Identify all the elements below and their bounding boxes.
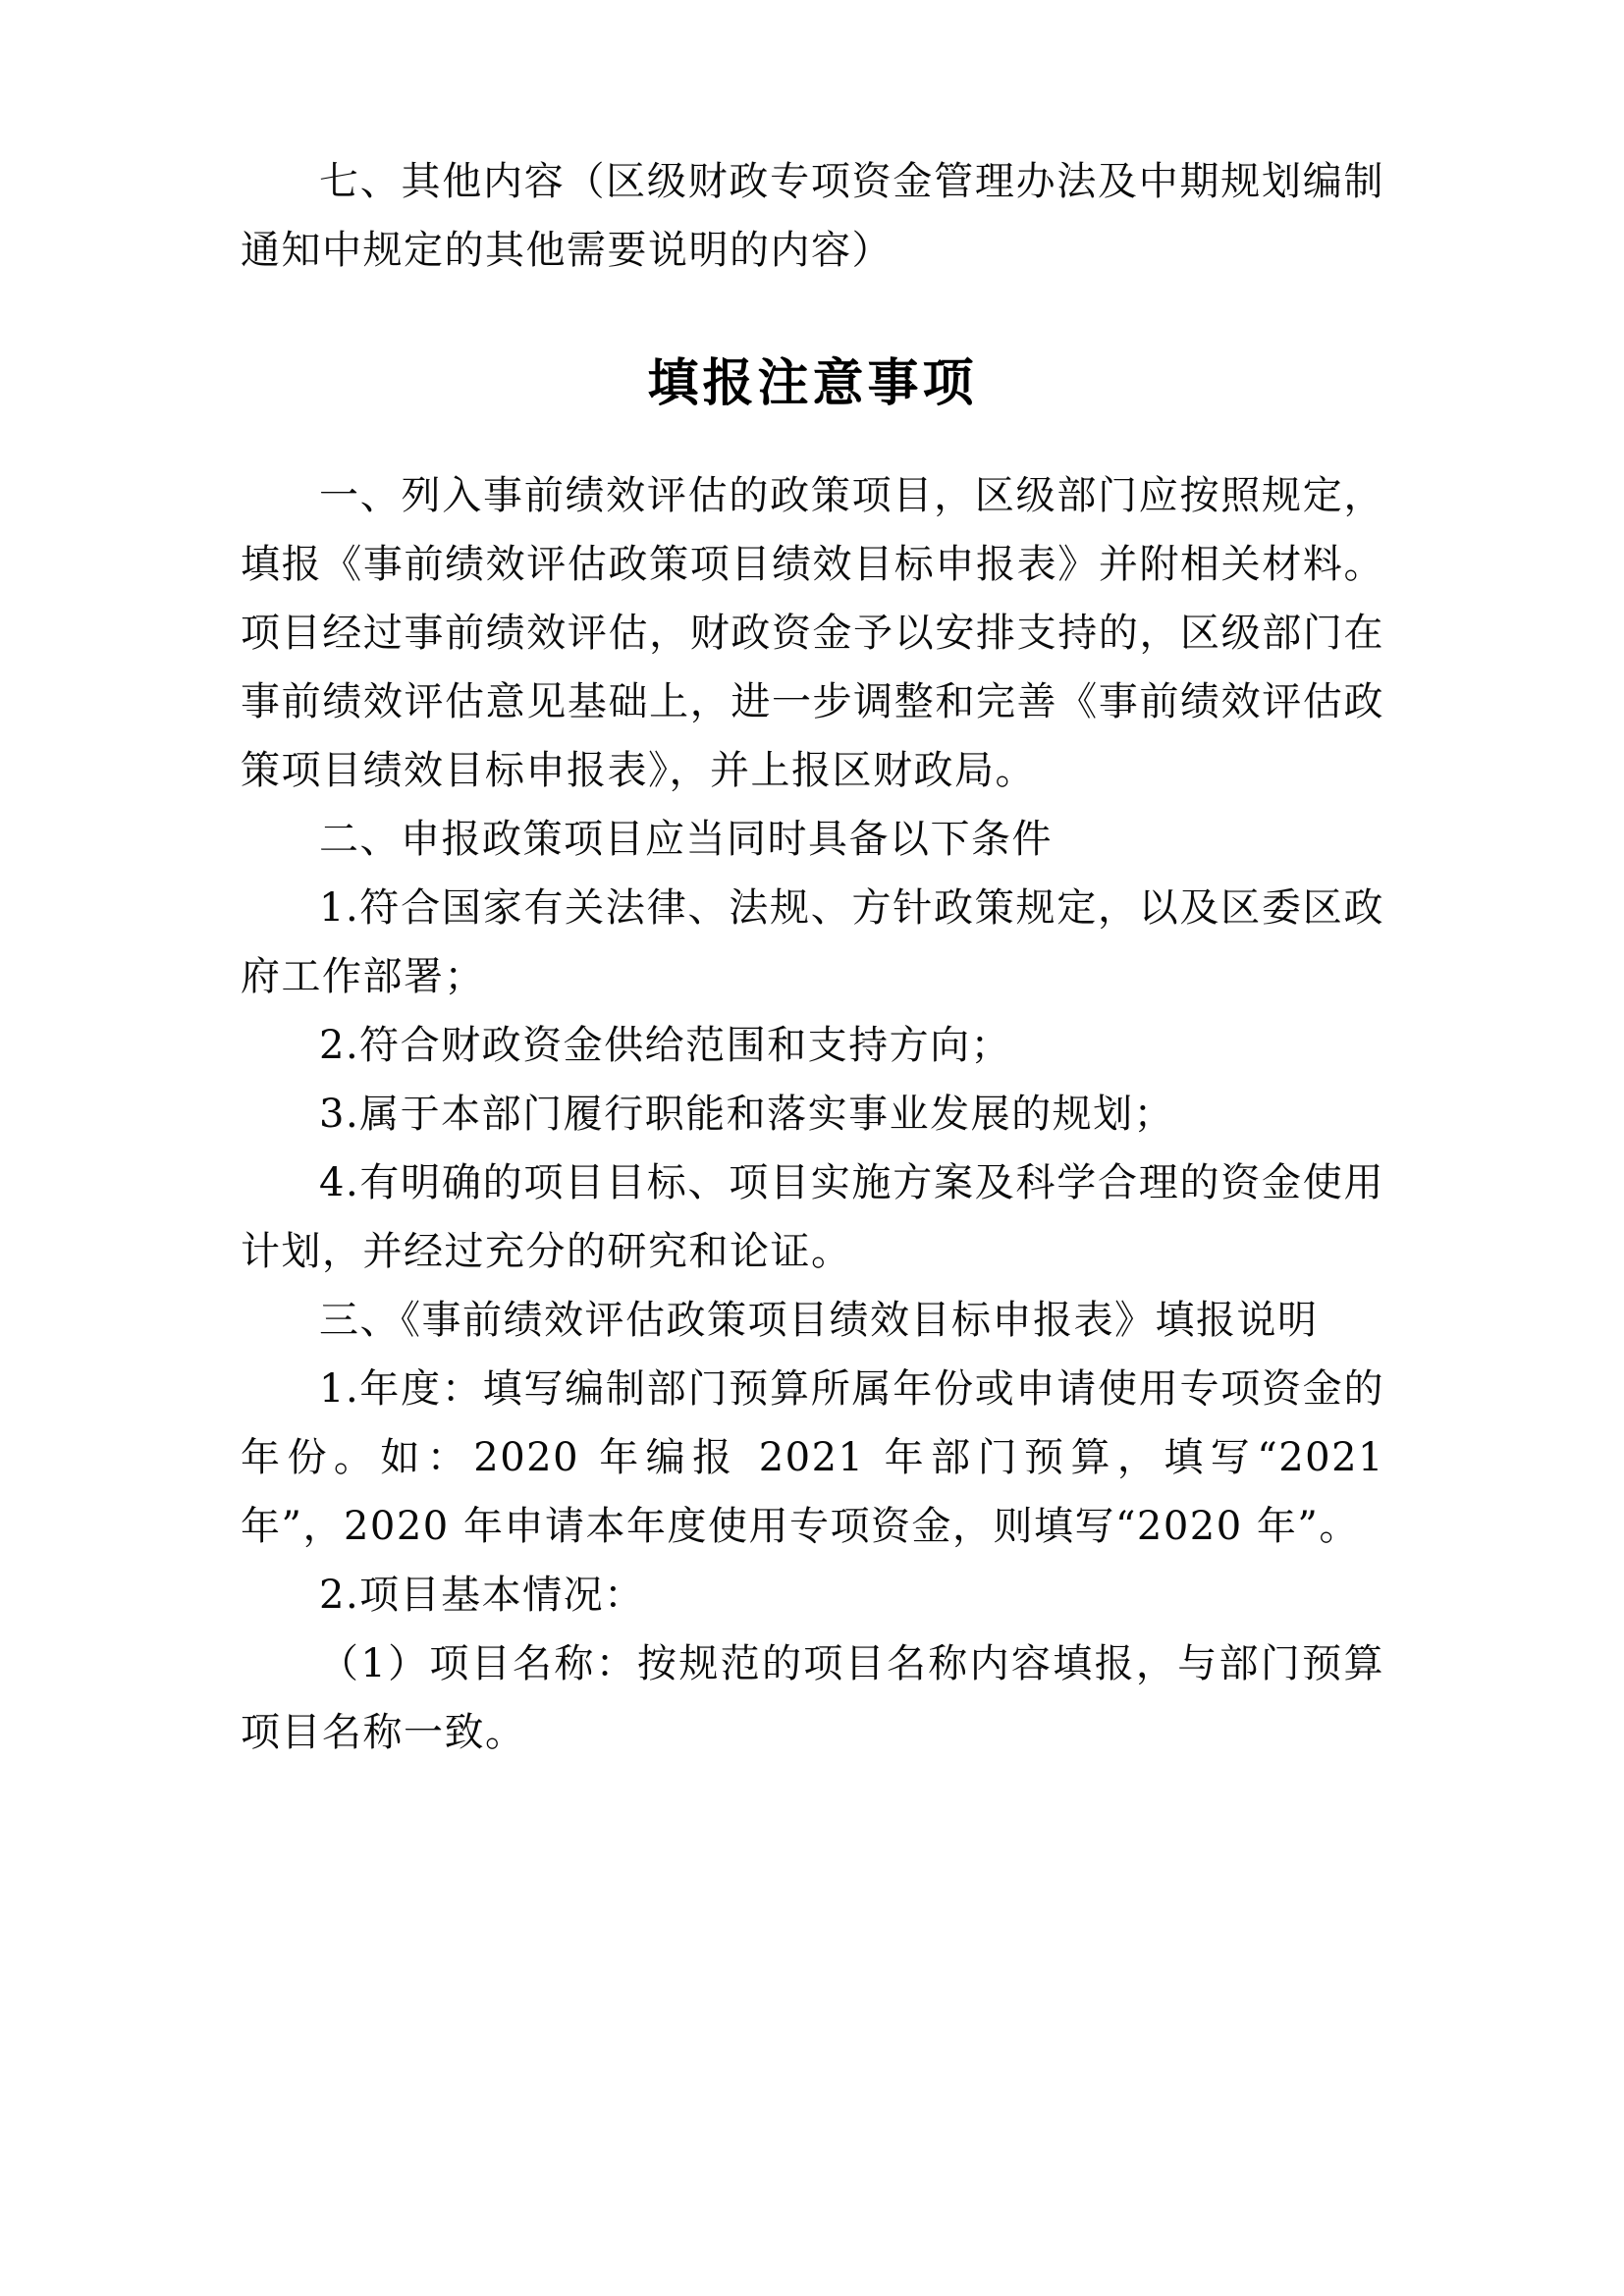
paragraph-item-3: 三、《事前绩效评估政策项目绩效目标申报表》填报说明 <box>319 1298 1319 1343</box>
section-heading-seven: 七、其他内容（区级财政专项资金管理办法及中期规划编制通知中规定的其他需要说明的内容） <box>241 159 1384 273</box>
page-title: 填报注意事项 <box>647 354 978 413</box>
paragraph-item-2-1: 1.符合国家有关法律、法规、方针政策规定，以及区委区政府工作部署； <box>241 885 1384 999</box>
document-title-wrapper <box>241 346 1384 422</box>
paragraph-item-2: 二、申报政策项目应当同时具备以下条件 <box>319 817 1053 862</box>
paragraph-item-2-3: 3.属于本部门履行职能和落实事业发展的规划； <box>319 1092 1175 1137</box>
paragraph-item-3-2-1: （1）项目名称：按规范的项目名称内容填报，与部门预算项目名称一致。 <box>241 1641 1384 1755</box>
paragraph-item-2-4: 4.有明确的项目目标、项目实施方案及科学合理的资金使用计划，并经过充分的研究和论证。 <box>241 1160 1384 1274</box>
document-content <box>241 147 1384 1767</box>
paragraph-item-3-1: 1.年度：填写编制部门预算所属年份或申请使用专项资金的年份。如：2020 年编报 2021 年部门预算，填写“2021 年”，2020 年申请本年度使用专项资金，则填写“2020 年”。 <box>241 1366 1384 1549</box>
paragraph-item-3-2: 2.项目基本情况： <box>319 1573 645 1618</box>
paragraph-item-2-2: 2.符合财政资金供给范围和支持方向； <box>319 1023 1012 1068</box>
paragraph-item-1: 一、列入事前绩效评估的政策项目，区级部门应按照规定，填报《事前绩效评估政策项目绩效目标申报表》并附相关材料。项目经过事前绩效评估，财政资金予以安排支持的，区级部门在事前绩效评估意见基础上，进一步调整和完善《事前绩效评估政策项目绩效目标申报表》，并上报区财政局。 <box>241 473 1384 793</box>
